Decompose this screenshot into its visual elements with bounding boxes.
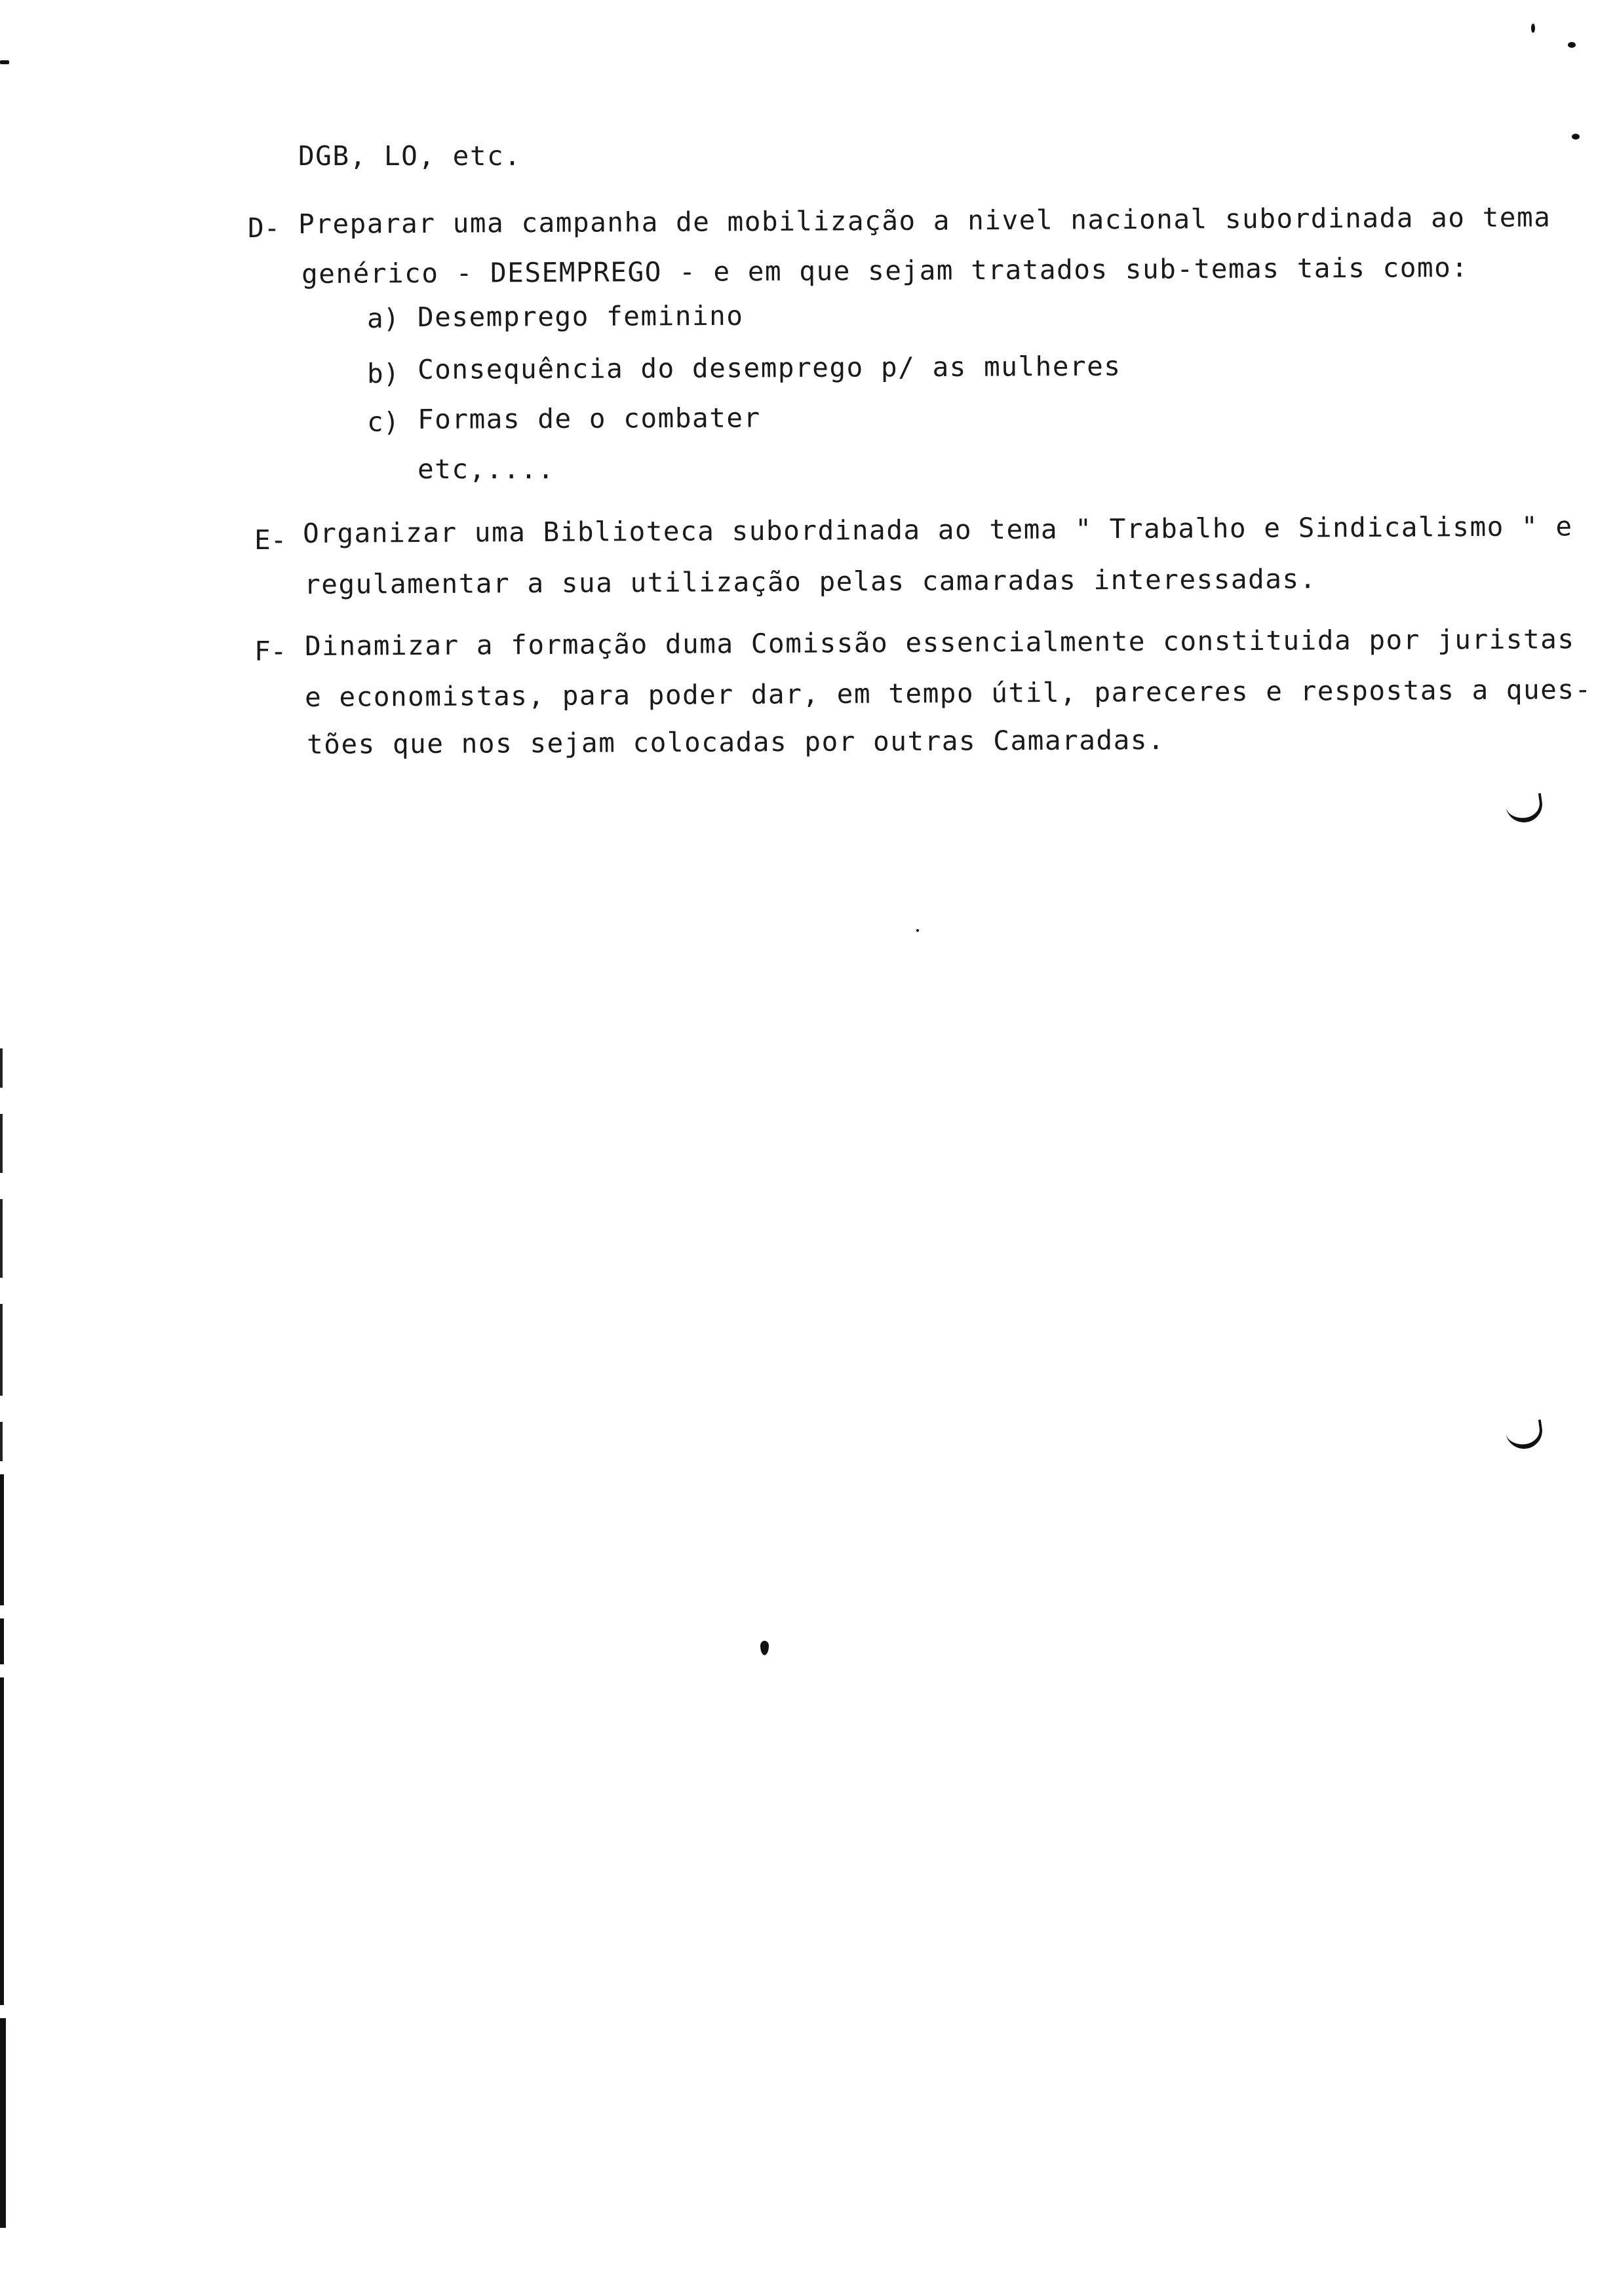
subitem-c-marker: c) — [367, 406, 400, 438]
item-d-line-1: Preparar uma campanha de mobilização a nivel nacional subordinada ao tema — [298, 201, 1551, 240]
item-e-marker: E- — [254, 524, 287, 556]
speck — [760, 1641, 769, 1655]
item-f-line-1: Dinamizar a formação duma Comissão essencialmente constituida por juristas — [304, 623, 1575, 662]
scan-edge — [0, 1422, 3, 1461]
item-e-line-2: regulamentar a sua utilização pelas camaradas interessadas. — [303, 563, 1317, 600]
scan-edge — [0, 1114, 3, 1173]
speck — [1568, 42, 1576, 48]
item-d-line-2: genérico - DESEMPREGO - e em que sejam tratados sub-temas tais como: — [301, 252, 1469, 290]
scan-edge — [0, 1304, 3, 1396]
scan-edge — [0, 1677, 4, 2005]
item-d-marker: D- — [248, 212, 281, 244]
scan-edge — [0, 1199, 3, 1278]
item-e-line-1: Organizar uma Biblioteca subordinada ao tema " Trabalho e Sindicalismo " e — [302, 510, 1573, 549]
etc-text: etc,.... — [418, 453, 555, 485]
speck — [916, 929, 919, 932]
scan-edge — [0, 1618, 4, 1664]
item-f-marker: F- — [254, 636, 287, 667]
subitem-a-marker: a) — [367, 303, 400, 334]
item-f-line-2: e economistas, para poder dar, em tempo útil, pareceres e respostas a ques- — [304, 674, 1592, 713]
corner-mark — [0, 60, 9, 64]
subitem-b-marker: b) — [367, 358, 400, 389]
subitem-a-text: Desemprego feminino — [417, 299, 744, 333]
subitem-c-text: Formas de o combater — [417, 402, 761, 435]
scan-edge — [0, 1474, 4, 1605]
speck — [1572, 134, 1580, 140]
speck — [1531, 24, 1535, 33]
scan-edge — [0, 1048, 3, 1088]
subitem-b-text: Consequência do desemprego p/ as mulheres — [417, 350, 1121, 385]
scan-edge — [0, 2018, 6, 2228]
page-curl-mark — [1504, 1419, 1544, 1451]
item-f-line-3: tões que nos sejam colocadas por outras Camaradas. — [306, 724, 1165, 760]
page-curl-mark — [1504, 793, 1544, 824]
continued-line: DGB, LO, etc. — [298, 140, 522, 172]
